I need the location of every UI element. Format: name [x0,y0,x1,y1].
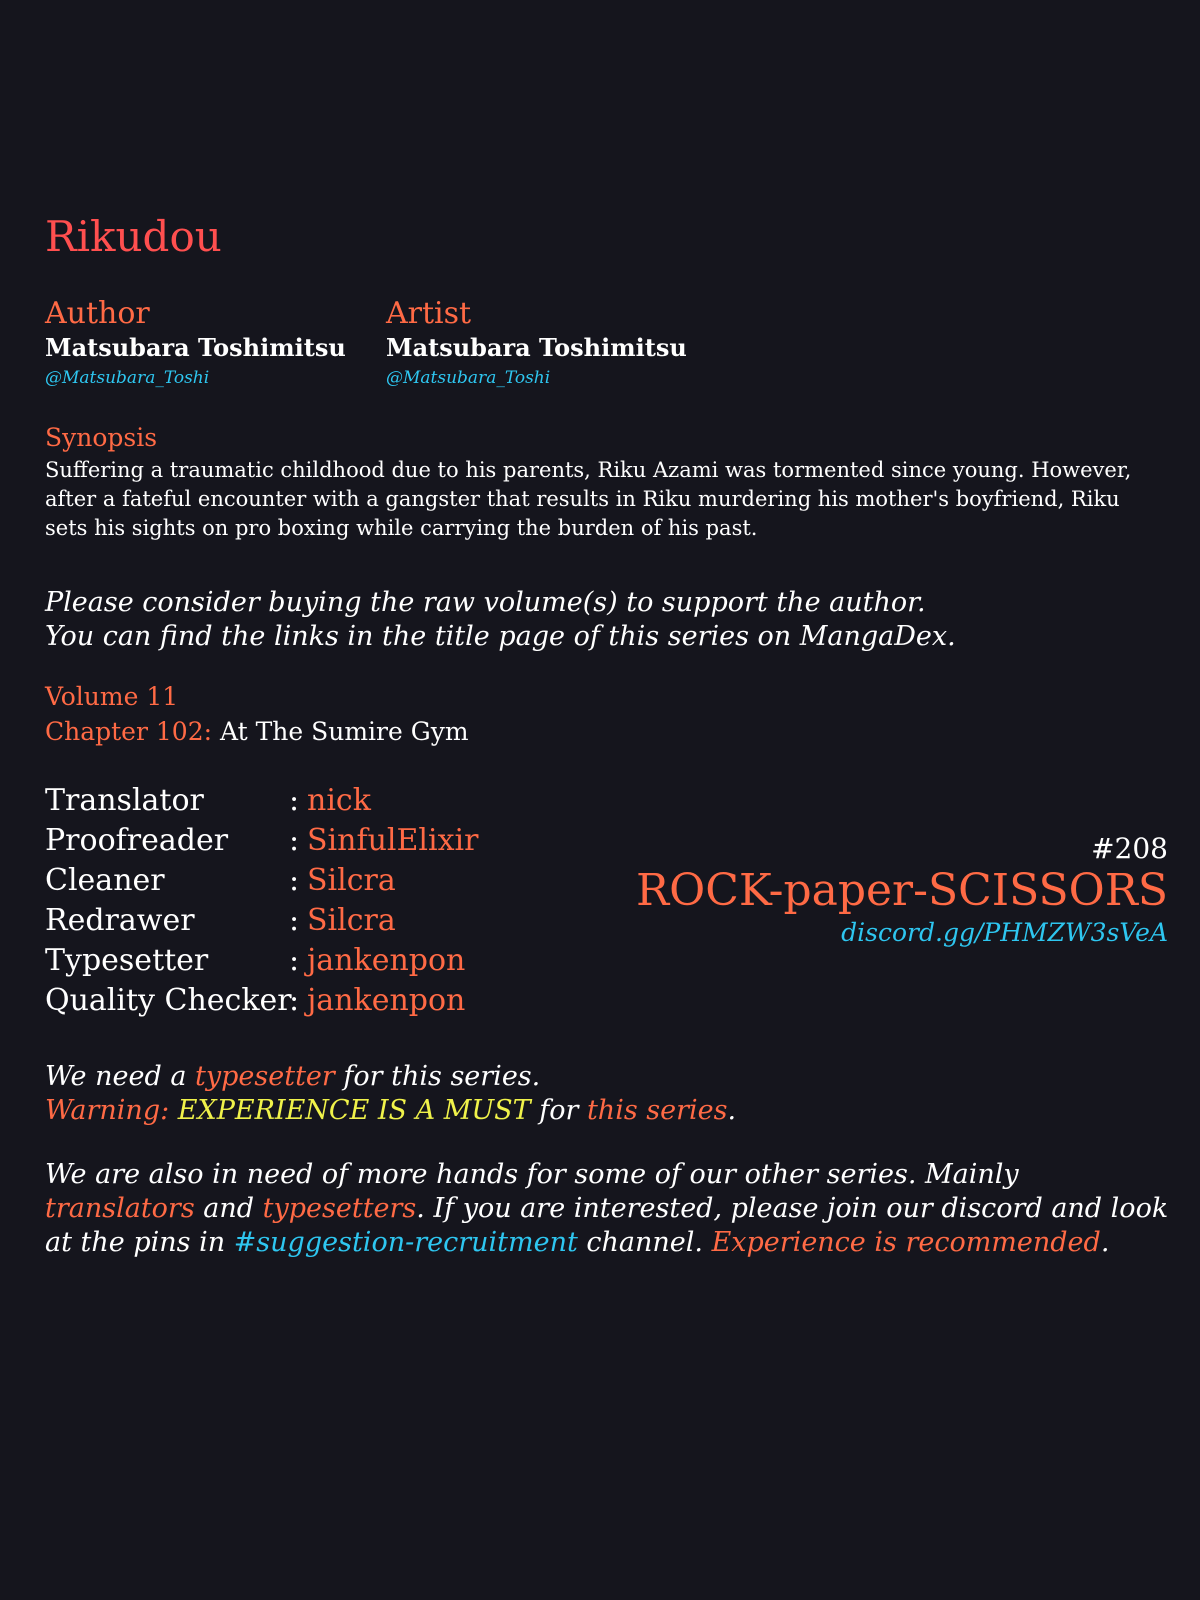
staff-role: Typesetter [45,942,209,978]
artist-credit [386,296,687,388]
staff-colon: : [289,982,300,1018]
staff-row-cleaner [45,860,478,900]
support-line-2: You can find the links in the title page of this series on MangaDex. [45,621,956,652]
staff-row-quality-checker [45,980,478,1020]
author-label: Author [45,296,150,331]
recruitment-text: and [194,1193,263,1224]
staff-role: Translator [45,782,204,818]
support-line-1: Please consider buying the raw volume(s) to support the author. [45,587,926,618]
warning-series: this series [586,1095,728,1126]
group-number: #208 [1091,832,1168,865]
staff-colon: : [289,782,300,818]
warning-emphasis: EXPERIENCE IS A MUST [177,1095,531,1126]
staff-name: Silcra [307,902,396,938]
recruitment-text: . If you are interested, please join our discord and look at the pins in [45,1193,1169,1258]
staff-row-redrawer [45,900,478,940]
staff-table [45,780,478,1020]
staff-colon: : [289,822,300,858]
recruitment-text: We are also in need of more hands for some of our other series. Mainly [45,1159,1019,1190]
series-title: Rikudou [45,212,222,261]
staff-name: jankenpon [307,982,466,1018]
staff-name: SinfulElixir [307,822,479,858]
staff-colon: : [289,862,300,898]
recruitment-role: typesetter [195,1061,335,1092]
recruitment-role: translators [45,1193,195,1224]
support-note [45,586,1165,654]
staff-name: Silcra [307,862,396,898]
artist-handle[interactable]: @Matsubara_Toshi [386,368,551,388]
artist-label: Artist [386,296,472,331]
recruitment-warning-line [45,1094,736,1128]
experience-note: Experience is recommended [711,1227,1101,1258]
recruitment-text: for [530,1095,587,1126]
chapter-label: Chapter 102: [45,717,213,746]
author-handle[interactable]: @Matsubara_Toshi [45,368,210,388]
staff-row-typesetter [45,940,478,980]
recruitment-notice [45,1060,736,1128]
group-block [636,832,1168,947]
recruitment-text: channel. [577,1227,712,1258]
chapter-title: At The Sumire Gym [219,717,469,746]
recruitment-text: . [1100,1227,1110,1258]
discord-link[interactable]: discord.gg/PHMZW3sVeA [841,918,1168,947]
staff-row-proofreader [45,820,478,860]
recruitment-text: We need a [45,1061,196,1092]
recruitment-need-line [45,1060,736,1094]
staff-name: jankenpon [307,942,466,978]
volume-label: Volume 11 [45,682,179,711]
synopsis-text: Suffering a traumatic childhood due to his parents, Riku Azami was tormented since young. However, after a fateful encounter with a gangster that results in Riku murdering his mother's boyfriend, Riku sets his sights on pro boxing while carrying the burden of his past. [45,458,1132,540]
staff-role: Proofreader [45,822,229,858]
recruitment-text: for this series. [334,1061,541,1092]
group-name: ROCK-paper-SCISSORS [636,865,1168,916]
artist-name: Matsubara Toshimitsu [386,333,687,362]
warning-label: Warning: [45,1095,170,1126]
author-credit [45,296,346,388]
staff-colon: : [289,902,300,938]
recruitment-role: typesetters [262,1193,417,1224]
staff-name: nick [307,782,371,818]
recruitment-text: . [727,1095,737,1126]
chapter-line [45,717,469,746]
author-name: Matsubara Toshimitsu [45,333,346,362]
staff-colon: : [289,942,300,978]
staff-role: Redrawer [45,902,195,938]
staff-row-translator [45,780,478,820]
staff-role: Cleaner [45,862,165,898]
recruitment-other-series [45,1158,1175,1260]
discord-channel-link[interactable]: #suggestion-recruitment [233,1227,578,1258]
synopsis-label: Synopsis [45,423,158,452]
staff-role: Quality Checker [45,982,292,1018]
